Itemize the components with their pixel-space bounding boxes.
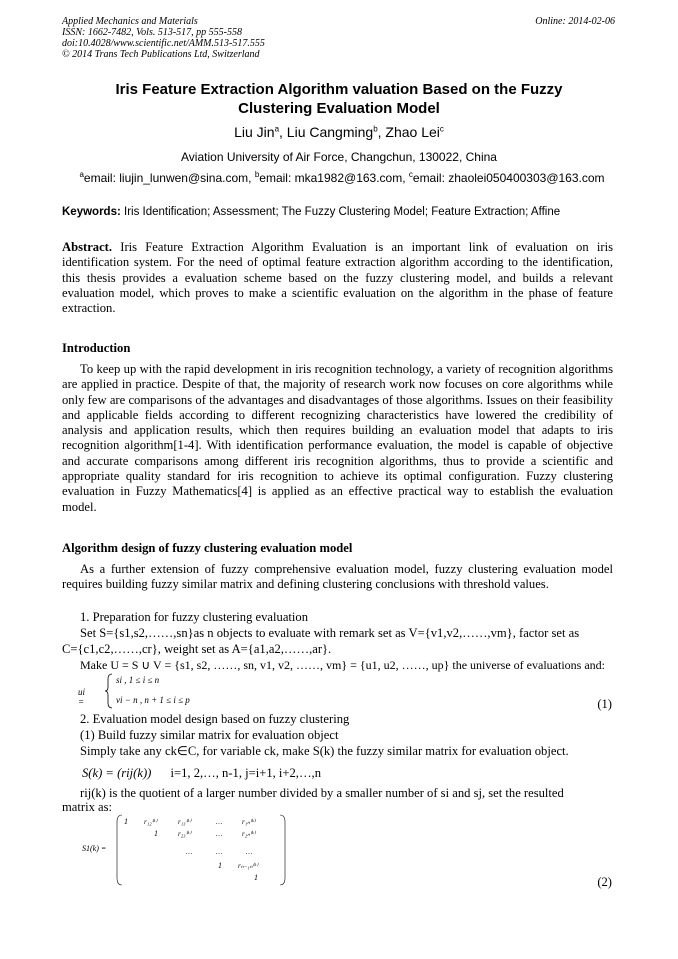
email-a: email: liujin_lunwen@sina.com,	[83, 171, 252, 185]
svg-text:1: 1	[154, 829, 158, 838]
author-list: Liu Jin$^a$, Liu Cangming$^b$, Zhao Lei$^c$	[234, 124, 444, 140]
svg-text:…: …	[216, 830, 223, 838]
matrix-brackets	[116, 814, 286, 886]
svg-text:r₁₂⁽ᵏ⁾: r₁₂⁽ᵏ⁾	[144, 818, 157, 826]
intro-heading: Introduction	[62, 341, 131, 355]
svg-text:r₂₃⁽ᵏ⁾: r₂₃⁽ᵏ⁾	[178, 830, 191, 838]
svg-text:1: 1	[218, 861, 222, 870]
similarity-matrix: S1(k) = 1 r₁₂⁽ᵏ⁾ r₁₃⁽ᵏ⁾ … r₁ₙ⁽ᵏ⁾ 1 r₂₃⁽ᵏ⁾ … r₂ₙ⁽ᵏ⁾ … … … 1 rₙ₋₁ₙ⁽ᵏ⁾ 1	[82, 812, 282, 882]
email-c: email: zhaolei050400303@163.com	[412, 171, 605, 185]
svg-text:rₙ₋₁ₙ⁽ᵏ⁾: rₙ₋₁ₙ⁽ᵏ⁾	[238, 862, 258, 870]
rij-line-2: matrix as:	[62, 800, 113, 814]
email-b: email: mka1982@163.com,	[259, 171, 406, 185]
left-brace	[104, 673, 114, 709]
simply-line: Simply take any ck∈C, for variable ck, make S(k) the fuzzy similar matrix for evaluation object.	[80, 744, 569, 758]
svg-text:1: 1	[254, 873, 258, 882]
paper-title: Iris Feature Extraction Algorithm valuation Based on the Fuzzy Clustering Evaluation Model	[115, 81, 563, 117]
online-date: Online: 2014-02-06	[535, 16, 615, 27]
keywords	[62, 206, 622, 218]
make-line: Make U = S ∪ V = {s1, s2, ……, sn, v1, v2, ……, vm} = {u1, u2, ……, up} the universe of evaluations and:	[80, 658, 605, 672]
sk-range: i=1, 2,…, n-1, j=i+1, i+2,…,n	[170, 766, 321, 780]
author-3: Zhao Lei	[385, 124, 440, 140]
algo-heading: Algorithm design of fuzzy clustering evaluation model	[62, 541, 353, 555]
set-line-2: C={c1,c2,……,cr}, weight set as A={a1,a2,……,ar}.	[62, 642, 332, 656]
copyright: © 2014 Trans Tech Publications Ltd, Switzerland	[62, 49, 260, 60]
journal-name: Applied Mechanics and Materials	[62, 16, 198, 27]
doi: doi:10.4028/www.scientific.net/AMM.513-517.555	[62, 38, 265, 49]
equation-number-1: (1)	[597, 697, 612, 711]
svg-text:…: …	[246, 848, 253, 856]
step2a: (1) Build fuzzy similar matrix for evaluation object	[80, 728, 339, 742]
abstract-text: Iris Feature Extraction Algorithm Evaluation is an important link of evaluation on iris identification system. For the need of optimal feature extraction algorithm according to the identification, this thesis provides a evaluation scheme based on the fuzzy clustering model, and builds a relevant evaluation model, which proves to make a scientific evaluation on the algorithm in the phase of feature extraction.	[62, 240, 613, 316]
abstract	[62, 240, 613, 316]
keywords-text: Iris Identification; Assessment; The Fuzzy Clustering Model; Feature Extraction; Affine	[124, 206, 561, 218]
abstract-label: Abstract.	[62, 240, 113, 254]
algo-paragraph: As a further extension of fuzzy comprehensive evaluation model, fuzzy clustering evaluation model requires building fuzzy similar matrix and defining clustering conclusions with threshold values.	[62, 562, 613, 592]
step1: 1. Preparation for fuzzy clustering evaluation	[80, 610, 309, 624]
issn: ISSN: 1662-7482, Vols. 513-517, pp 555-558	[62, 27, 242, 38]
set-line-1: Set S={s1,s2,……,sn}as n objects to evaluate with remark set as V={v1,v2,……,vm}, factor set as	[80, 626, 580, 640]
svg-text:…: …	[216, 818, 223, 826]
sk-formula: S(k) = (rij(k))	[82, 766, 152, 780]
email-line: $^a$email: liujin_lunwen@sina.com, $^b$email: mka1982@163.com, $^c$email: zhaolei050400303@163.com	[79, 170, 605, 185]
paper-page: Applied Mechanics and Materials ISSN: 1662-7482, Vols. 513-517, pp 555-558 doi:10.4028/www.scientific.net/AMM.513-517.555 © 2014 Trans Tech Publications Ltd, Switzerland Online: 2014-02-06 Iris Feature Extraction Algorithm valuation Based on the Fuzzy Clustering Evaluation Model Liu Jin$^a$, Liu Cangming$^b$, Zhao Lei$^c$ Aviation University of Air Force, Changchun, 130022, China $^a$email: liujin_lunwen@sina.com, $^b$email: mka1982@163.com, $^c$email: zhaolei050400303@163.com Keywords: Iris Identification; Assessment; The Fuzzy Clustering Model; Feature Extraction; Affine Abstract. Iris Feature Extraction Algorithm Evaluation is an important link of evaluation on iris identification system. For the need of optimal feature extraction algorithm according to the identification, this thesis provides a evaluation scheme based on the fuzzy clustering model, and builds a relevant evaluation model, which proves to make a scientific evaluation on the algorithm in the phase of feature extraction. Introduction To keep up with the rapid development in iris recognition technology, a variety of recognition algorithms are applied in practice. Despite of that, the majority of research work now focuses on core algorithms while only few are comparisons of the advantages and disadvantages of those algorithms. Issues on their feasibility and applicable fields according to different recognizing characteristics have lowered the credibility of analysis and application results, which then requires building an evaluation model that adapts to iris recognition algorithm[1-4]. With identification performance evaluation, the model is capable of objective and accurate comparisons among different iris recognition algorithms, thus to provide a scientific and appropriate quality standard for iris recognition to achieve its optimal configuration. Fuzzy clustering evaluation in Fuzzy Mathematics[4] is applied as an effective practical way to establish the evaluation model. Algorithm design of fuzzy clustering evaluation model As a further extension of fuzzy comprehensive evaluation model, fuzzy clustering evaluation model requires building fuzzy similar matrix and defining clustering conclusions with threshold values. 1. Preparation for fuzzy clustering evaluation Set S={s1,s2,……,sn}as n objects to evaluate with remark set as V={v1,v2,……,vm}, factor set as C={c1,c2,……,cr}, weight set as A={a1,a2,……,ar}. Make U = S ∪ V = {s1, s2, ……, sn, v1, v2, ……, vm} = {u1, u2, ……, up} the universe of evaluations and: ui = si , 1 ≤ i ≤ n vi − n , n + 1 ≤ i ≤ p (1) 2. Evaluation model design based on fuzzy clustering (1) Build fuzzy similar matrix for evaluation object Simply take any ck∈C, for variable ck, make S(k) the fuzzy similar matrix for evaluation object. S(k) = (rij(k)) i=1, 2,…, n-1, j=i+1, i+2,…,n rij(k) is the quotient of a larger number divided by a smaller number of si and sj, set the resulted matrix as: S1(k) = 1 r₁₂⁽ᵏ⁾ r₁₃⁽ᵏ⁾ … r₁ₙ⁽ᵏ⁾ 1 r₂₃⁽ᵏ⁾ … r₂ₙ⁽ᵏ⁾ … … … 1 rₙ₋₁ₙ⁽ᵏ⁾ 1 (2)	[0, 0, 678, 959]
svg-text:1: 1	[124, 817, 128, 826]
rij-line-1: rij(k) is the quotient of a larger number divided by a smaller number of si and sj, set the resulted	[80, 786, 564, 800]
author-2: Liu Cangming	[286, 124, 374, 140]
svg-text:…: …	[216, 848, 223, 856]
journal-header	[62, 16, 265, 60]
intro-paragraph: To keep up with the rapid development in iris recognition technology, a variety of recognition algorithms are applied in practice. Despite of that, the majority of research work now focuses on core algorithms while only few are comparisons of the advantages and disadvantages of those algorithms. Issues on their feasibility and applicable fields according to different recognizing characteristics have lowered the credibility of analysis and application results, which then requires building an evaluation model that adapts to iris recognition algorithm[1-4]. With identification performance evaluation, the model is capable of objective and accurate comparisons among different iris recognition algorithms, thus to provide a scientific and appropriate quality standard for iris recognition to achieve its optimal configuration. Fuzzy clustering evaluation in Fuzzy Mathematics[4] is applied as an effective practical way to establish the evaluation model.	[62, 362, 613, 514]
svg-text:r₂ₙ⁽ᵏ⁾: r₂ₙ⁽ᵏ⁾	[242, 830, 256, 838]
affiliation: Aviation University of Air Force, Changchun, 130022, China	[181, 150, 497, 164]
svg-text:r₁ₙ⁽ᵏ⁾: r₁ₙ⁽ᵏ⁾	[242, 818, 256, 826]
keywords-label: Keywords:	[62, 206, 121, 218]
author-1: Liu Jin	[234, 124, 275, 140]
svg-text:r₁₃⁽ᵏ⁾: r₁₃⁽ᵏ⁾	[178, 818, 191, 826]
svg-text:…: …	[186, 848, 193, 856]
equation-number-2: (2)	[597, 875, 612, 889]
step2: 2. Evaluation model design based on fuzzy clustering	[80, 712, 350, 726]
sk-line	[82, 766, 633, 781]
